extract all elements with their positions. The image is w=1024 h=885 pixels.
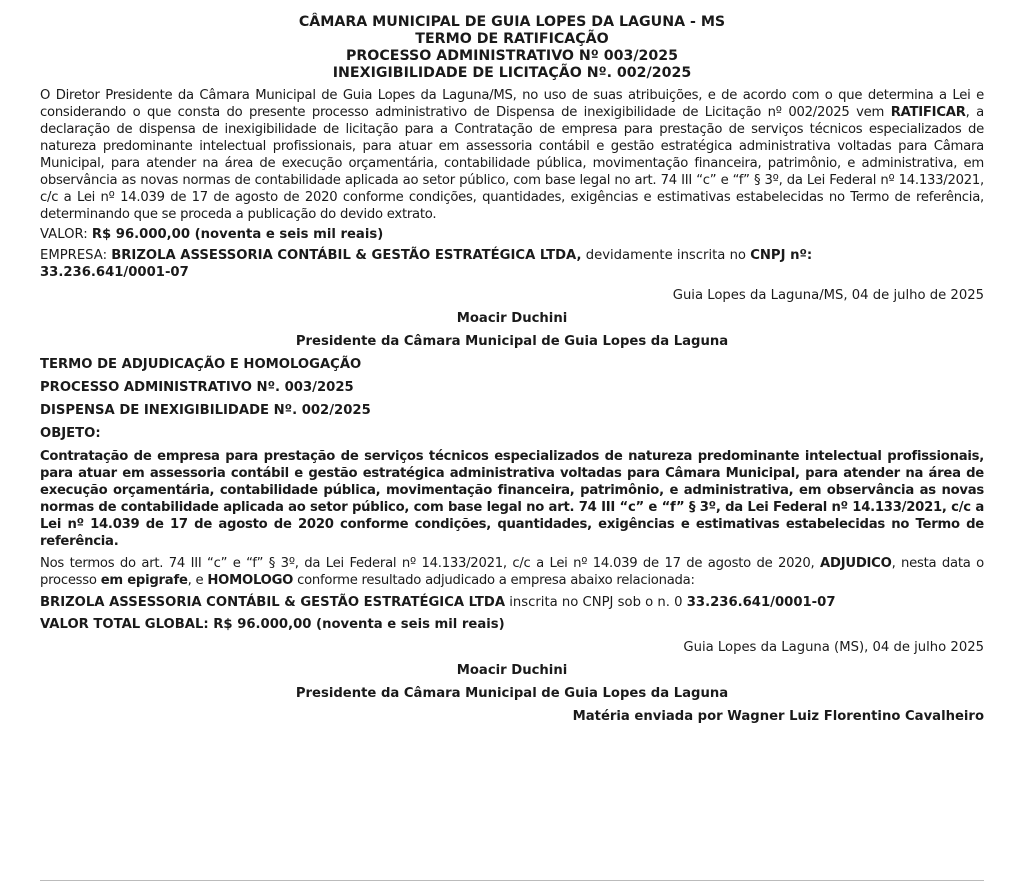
objeto-label: OBJETO: xyxy=(40,426,101,441)
cnpj-label: CNPJ nº: xyxy=(750,248,813,263)
empresa-line xyxy=(40,247,984,281)
ratificacao-text-a: O Diretor Presidente da Câmara Municipal de Guia Lopes da Laguna/MS, no uso de suas atribuições, e de acordo com o que determina a Lei e considerando o que consta do presente processo administrativo de Dispensa de inexigibilidade de Licitação nº 002/2025 vem xyxy=(40,88,984,120)
signer-name: Moacir Duchini xyxy=(456,311,568,326)
adjudico-text-c: , e xyxy=(187,573,208,588)
document-page xyxy=(40,14,984,725)
ratificar-keyword: RATIFICAR xyxy=(890,105,966,120)
adjudicacao-dispensa: DISPENSA DE INEXIGIBILIDADE Nº. 002/2025 xyxy=(40,403,371,418)
adjudico-text-b: , nesta data o processo xyxy=(40,556,984,588)
header-inexigibilidade: INEXIGIBILIDADE DE LICITAÇÃO Nº. 002/2025 xyxy=(332,65,692,81)
ratificacao-text-b: , a declaração de dispensa de inexigibilidade de licitação para a Contratação de empresa para prestação de serviços técnicos especializados de natureza predominante intelectual profissionais, para atuar em assessoria contábil e gestão estratégica administrativa voltadas para Câmara Municipal, para atender na área de execução orçamentária, contabilidade pública, movimentação financeira, patrimônio, e administrativa, em observância as novas normas de contabilidade aplicada ao setor público, com base legal no art. 74 III “c” e “f” § 3º, da Lei Federal nº 14.133/2021, c/c a Lei nº 14.039 de 17 de agosto de 2020 conforme condições, quantidades, exigências e estimativas estabelecidas no Termo de referência, determinando que se proceda a publicação do devido extrato. xyxy=(40,105,984,222)
empresa-label: EMPRESA: xyxy=(40,248,112,263)
epigrafe-keyword: em epigrafe xyxy=(100,573,188,588)
empresa-name: BRIZOLA ASSESSORIA CONTÁBIL & GESTÃO ESTRATÉGICA LTDA, xyxy=(111,248,582,263)
adjudico-text-d: conforme resultado adjudicado a empresa abaixo relacionada: xyxy=(293,573,695,588)
document-header xyxy=(40,14,984,82)
homologo-keyword: HOMOLOGO xyxy=(207,573,294,588)
adjudicacao-place-date: Guia Lopes da Laguna (MS), 04 de julho 2025 xyxy=(683,640,984,655)
sent-by: Matéria enviada por Wagner Luiz Florentino Cavalheiro xyxy=(572,709,984,724)
valor-line xyxy=(40,226,984,243)
adjudicacao-empresa-mid: inscrita no CNPJ sob o n. 0 xyxy=(505,595,687,610)
ratificacao-paragraph xyxy=(40,87,984,223)
adjudico-text-a: Nos termos do art. 74 III “c” e “f” § 3º, da Lei Federal nº 14.133/2021, c/c a Lei nº 14.039 de 17 de agosto de 2020, xyxy=(40,556,821,571)
adjudico-paragraph xyxy=(40,555,984,589)
empresa-mid: devidamente inscrita no xyxy=(581,248,751,263)
valor-total-global: VALOR TOTAL GLOBAL: R$ 96.000,00 (noventa e seis mil reais) xyxy=(40,617,505,632)
adjudicacao-process: PROCESSO ADMINISTRATIVO Nº. 003/2025 xyxy=(40,380,354,395)
adjudicacao-cnpj: 33.236.641/0001-07 xyxy=(686,595,836,610)
objeto-text: Contratação de empresa para prestação de serviços técnicos especializados de natureza predominante intelectual profissionais, para atuar em assessoria contábil e gestão estratégica administrativa voltadas para Câmara Municipal, para atender na área de execução orçamentária, contabilidade pública, movimentação financeira, patrimônio, e administrativa, em observância as novas normas de contabilidade aplicada ao setor público, com base legal no art. 74 III “c” e “f” § 3º, da Lei Federal nº 14.133/2021, c/c a Lei nº 14.039 de 17 de agosto de 2020 conforme condições, quantidades, exigências e estimativas estabelecidas no Termo de referência. xyxy=(40,449,984,549)
adjudicacao-title: TERMO DE ADJUDICAÇÃO E HOMOLOGAÇÃO xyxy=(40,357,362,372)
header-org: CÂMARA MUNICIPAL DE GUIA LOPES DA LAGUNA - MS xyxy=(298,14,726,30)
place-date: Guia Lopes da Laguna/MS, 04 de julho de 2025 xyxy=(672,288,984,303)
valor-label: VALOR: xyxy=(40,227,92,242)
adjudicacao-empresa-name: BRIZOLA ASSESSORIA CONTÁBIL & GESTÃO ESTRATÉGICA LTDA xyxy=(40,595,506,610)
signer-title: Presidente da Câmara Municipal de Guia Lopes da Laguna xyxy=(295,334,729,349)
bottom-divider xyxy=(40,880,984,881)
adjudicacao-empresa xyxy=(40,594,984,611)
adjudicacao-signer-title: Presidente da Câmara Municipal de Guia Lopes da Laguna xyxy=(295,686,729,701)
cnpj-value: 33.236.641/0001-07 xyxy=(40,265,189,280)
header-title: TERMO DE RATIFICAÇÃO xyxy=(415,31,609,47)
adjudicacao-signer-name: Moacir Duchini xyxy=(456,663,568,678)
header-process: PROCESSO ADMINISTRATIVO Nº 003/2025 xyxy=(345,48,679,64)
adjudico-keyword: ADJUDICO xyxy=(820,556,892,571)
valor-value: R$ 96.000,00 (noventa e seis mil reais) xyxy=(91,227,384,242)
